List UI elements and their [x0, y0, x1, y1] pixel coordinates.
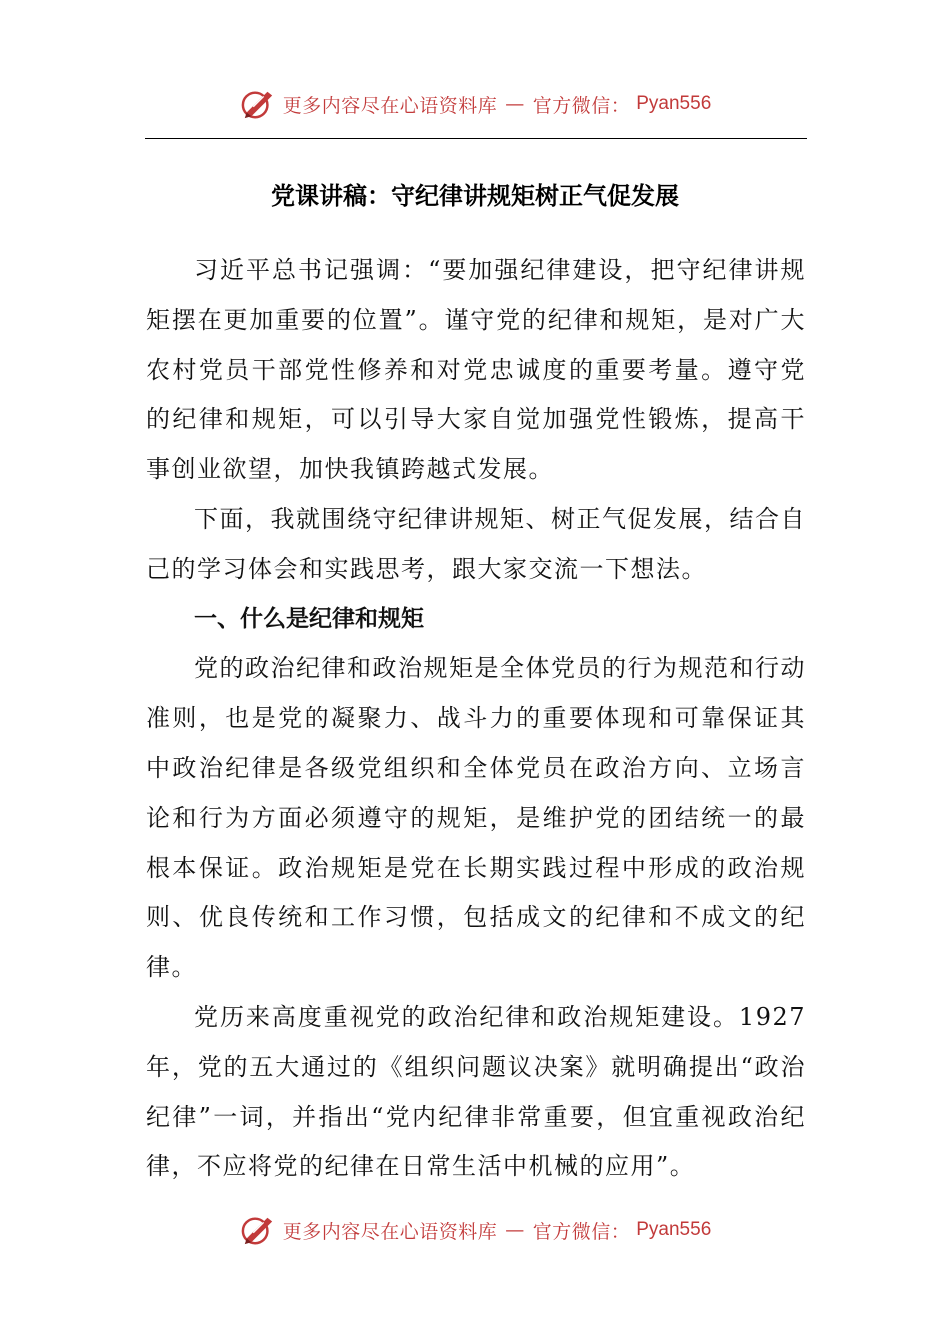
header-watermark: [0, 84, 950, 124]
watermark-label: 官方微信：: [532, 1220, 631, 1243]
document-title: 党课讲稿：守纪律讲规矩树正气促发展: [271, 181, 679, 210]
watermark-text: 更多内容尽在心语资料库: [282, 94, 498, 117]
footer-watermark: [0, 1210, 950, 1250]
watermark-label: 官方微信：: [532, 94, 631, 117]
watermark-handle: Pyan556: [636, 1219, 712, 1240]
watermark-handle: Pyan556: [636, 93, 712, 114]
body-paragraph: 下面，我就围绕守纪律讲规矩、树正气促发展，结合自己的学习体会和实践思考，跟大家交流一下想法。: [146, 504, 806, 583]
body-paragraph: 党的政治纪律和政治规矩是全体党员的行为规范和行动准则，也是党的凝聚力、战斗力的重要体现和可靠保证其中政治纪律是各级党组织和全体党员在政治方向、立场言论和行为方面必须遵守的规矩，是维护党的团结统一的最根本保证。政治规矩是党在长期实践过程中形成的政治规则、优良传统和工作习惯，包括成文的纪律和不成文的纪律。: [146, 654, 806, 982]
document-body: [146, 246, 806, 1192]
body-paragraph: 习近平总书记强调：“要加强纪律建设，把守纪律讲规矩摆在更加重要的位置”。谨守党的纪律和规矩，是对广大农村党员干部党性修养和对党忠诚度的重要考量。遵守党的纪律和规矩，可以引导大家自觉加强党性锻炼，提高干事创业欲望，加快我镇跨越式发展。: [146, 256, 806, 484]
watermark-separator: —: [505, 1219, 525, 1241]
body-paragraph: 党历来高度重视党的政治纪律和政治规矩建设。1927年，党的五大通过的《组织问题议决案》就明确提出“政治纪律”一词，并指出“党内纪律非常重要，但宜重视政治纪律，不应将党的纪律在日常生活中机械的应用”。: [146, 1002, 806, 1181]
header-rule: [145, 138, 807, 139]
watermark-separator: —: [505, 93, 525, 115]
pen-logo-icon: [239, 87, 277, 121]
pen-logo-icon: [239, 1213, 277, 1247]
watermark-text: 更多内容尽在心语资料库: [282, 1220, 498, 1243]
section-heading: 一、什么是纪律和规矩: [194, 605, 424, 632]
